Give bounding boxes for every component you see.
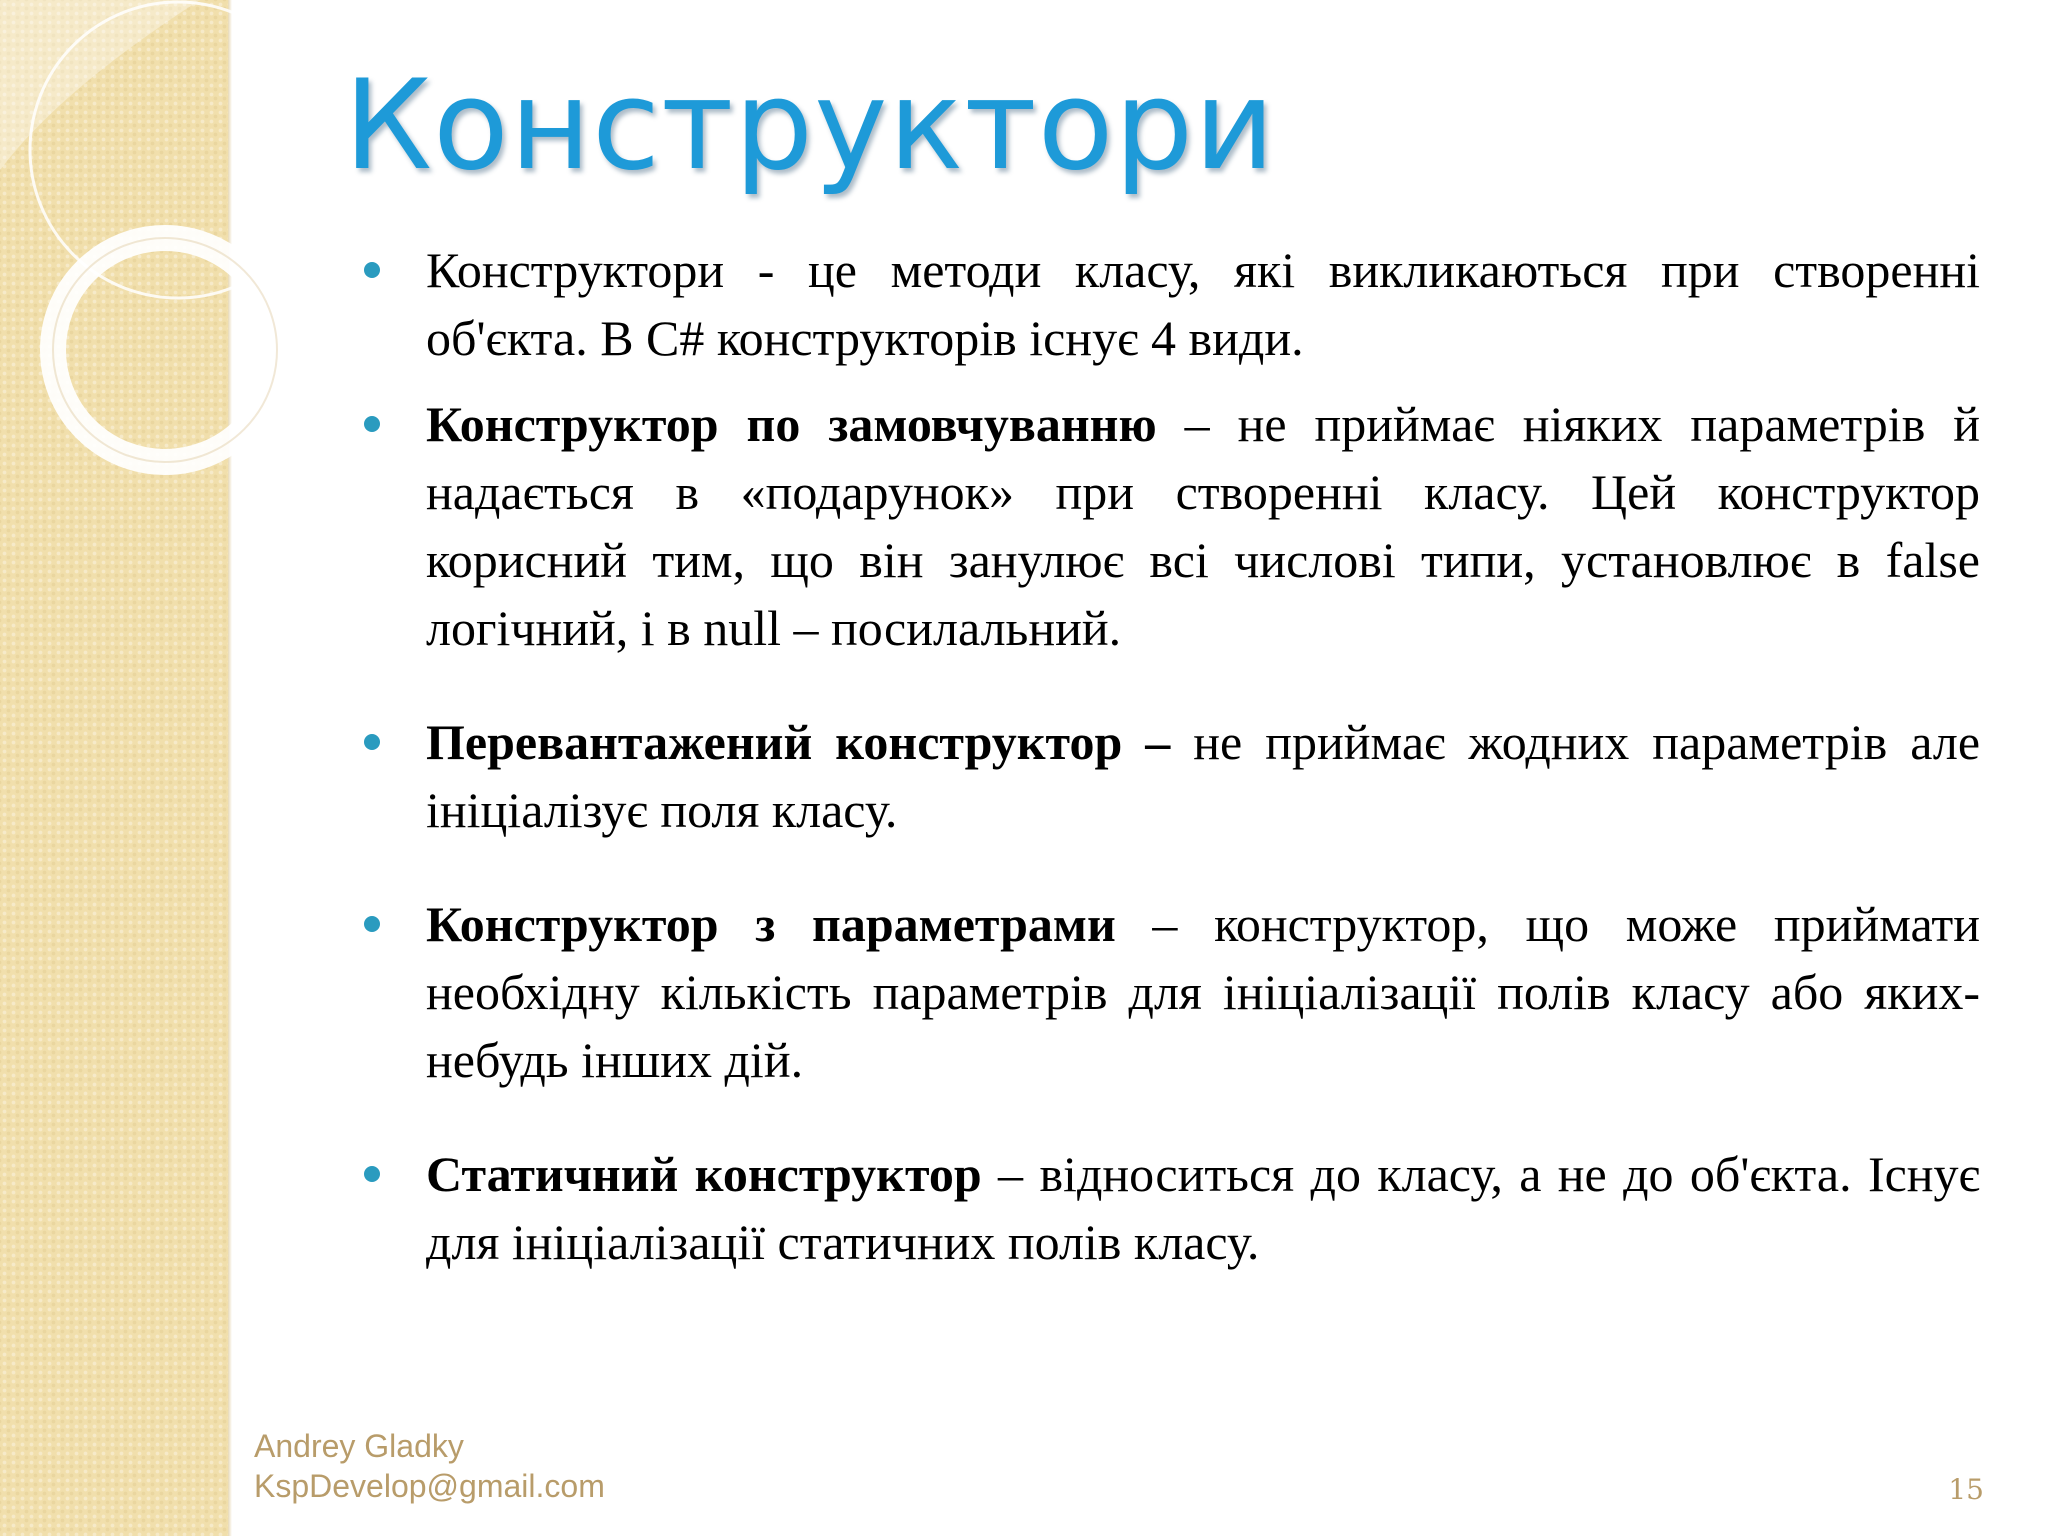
bullet-connector [1170,714,1193,770]
bullet-dot-icon [364,734,380,750]
bullet-dot-icon [364,1166,380,1182]
slide-title: Конструктори [344,54,1276,198]
bullet-connector: – [981,1146,1040,1202]
page-number: 15 [1948,1473,1984,1506]
bullet-text: відноситься до класу, а не до об'єкта. Існує для ініціалізації статичних полів класу. [426,1146,1981,1270]
bullet-text: конструктор, що може приймати необхідну кількість параметрів для ініціалізації полів класу або яких-небудь інших дій. [426,896,1980,1088]
bullet-item [348,708,1980,844]
decorative-rings [0,0,360,520]
bullet-connector: – [1156,396,1238,452]
footer-author: Andrey Gladky [254,1428,464,1464]
bullet-dot-icon [364,916,380,932]
bullet-term: Конструктор з параметрами [426,896,1116,952]
bullet-item [348,1140,1980,1276]
bullet-term: Конструктор по замовчуванню [426,396,1157,452]
bullet-item [348,236,1980,372]
bullet-term: Перевантажений конструктор – [426,714,1171,770]
bullet-list [348,236,1980,1276]
footer-email: KspDevelop@gmail.com [254,1468,605,1504]
bullet-dot-icon [364,262,380,278]
bullet-item [348,890,1980,1094]
bullet-connector: – [1115,896,1215,952]
bullet-text: Конструктори - це методи класу, які викликаються при створенні об'єкта. В C# конструкторів існує 4 види. [426,242,1980,366]
bullet-item [348,390,1980,662]
bullet-dot-icon [364,416,380,432]
bullet-text: не приймає жодних параметрів але ініціалізує поля класу. [426,714,1981,838]
bullet-term: Статичний конструктор [426,1146,982,1202]
bullet-text: не приймає ніяких параметрів й надається в «подарунок» при створенні класу. Цей конструктор корисний тим, що він занулює всі числові типи, установлює в false логічний, і в null – посилальний. [426,396,1981,656]
